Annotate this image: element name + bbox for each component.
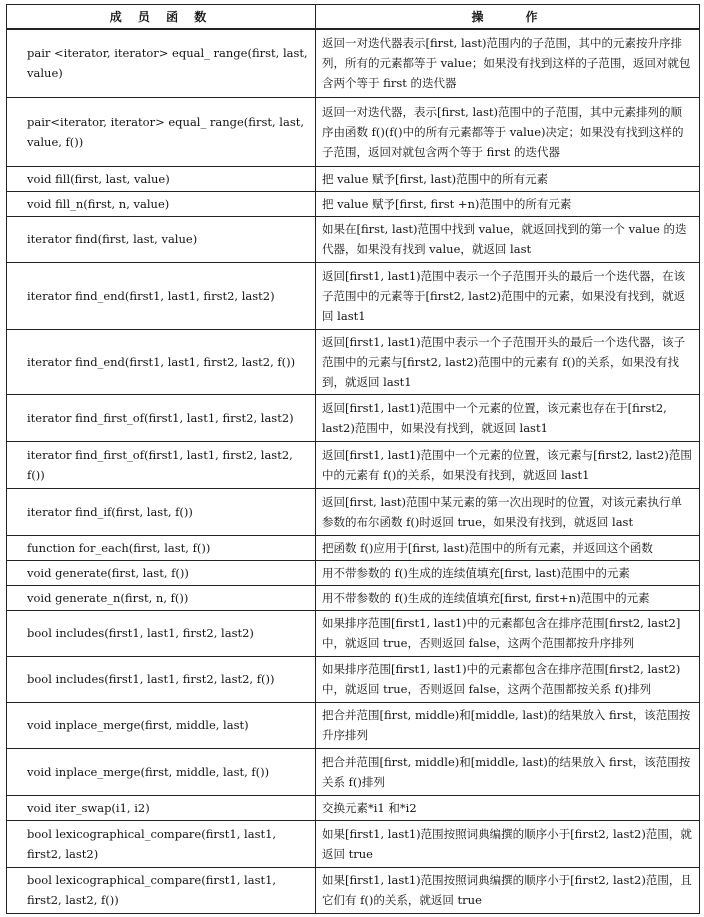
document-page [6, 4, 699, 914]
table-row [7, 702, 700, 748]
description-cell: 返回一对迭代器表示[first, last)范围内的子范围，其中的元素按升序排列，所有的元素都等于 value；如果没有找到这样的子范围，返回对就包含两个等于 first 的迭代器 [316, 29, 700, 97]
function-cell: void generate(first, last, f()) [7, 560, 316, 585]
table-row [7, 795, 700, 820]
table-row [7, 748, 700, 795]
function-cell: iterator find(first, last, value) [7, 216, 316, 262]
function-cell: pair<iterator, iterator> equal_ range(first, last, value, f()) [7, 97, 316, 166]
description-cell: 如果在[first, last)范围中找到 value，就返回找到的第一个 value 的迭代器，如果没有找到 value，就返回 last [316, 216, 700, 262]
description-cell: 返回[first, last)范围中某元素的第一次出现时的位置，对该元素执行单参数的布尔函数 f()时返回 true，如果没有找到，就返回 last [316, 488, 700, 535]
table-row [7, 29, 700, 97]
description-cell: 交换元素*i1 和*i2 [316, 795, 700, 820]
stl-algorithm-table [6, 4, 700, 914]
description-cell: 返回[first1, last1)范围中一个元素的位置，该元素也存在于[first2, last2)范围中，如果没有找到，就返回 last1 [316, 394, 700, 441]
description-cell: 返回一对迭代器，表示[first, last)范围中的子范围，其中元素排列的顺序由函数 f()(f()中的所有元素都等于 value)决定；如果没有找到这样的子范围，返回对就包含两个等于 first 的迭代器 [316, 97, 700, 166]
function-cell: bool includes(first1, last1, first2, last2) [7, 610, 316, 656]
function-cell: pair <iterator, iterator> equal_ range(first, last, value) [7, 29, 316, 97]
description-cell: 返回[first1, last1)范围中表示一个子范围开头的最后一个迭代器，在该子范围中的元素等于[first2, last2)范围中的元素，如果没有找到，就返回 last1 [316, 262, 700, 329]
table-row [7, 535, 700, 560]
function-cell: void fill_n(first, n, value) [7, 191, 316, 216]
description-cell: 把合并范围[first, middle)和[middle, last)的结果放入 first，该范围按升序排列 [316, 702, 700, 748]
description-cell: 把函数 f()应用于[first, last)范围中的所有元素，并返回这个函数 [316, 535, 700, 560]
table-row [7, 394, 700, 441]
description-cell: 如果排序范围[first1, last1)中的元素都包含在排序范围[first2, last2)中，就返回 true，否则返回 false，这两个范围都按关系 f()排列 [316, 656, 700, 702]
description-cell: 如果排序范围[first1, last1)中的元素都包含在排序范围[first2, last2]中，就返回 true，否则返回 false，这两个范围都按升序排列 [316, 610, 700, 656]
function-cell: void generate_n(first, n, f()) [7, 585, 316, 610]
function-cell: void iter_swap(i1, i2) [7, 795, 316, 820]
description-cell: 返回[first1, last1)范围中一个元素的位置，该元素与[first2, last2)范围中的元素有 f()的关系，如果没有找到，就返回 last1 [316, 441, 700, 488]
description-cell: 如果[first1, last1)范围按照词典编撰的顺序小于[first2, last2)范围，且它们有 f()的关系，就返回 true [316, 867, 700, 913]
table-row [7, 97, 700, 166]
table-row [7, 488, 700, 535]
function-cell: function for_each(first, last, f()) [7, 535, 316, 560]
table-row [7, 656, 700, 702]
table-row [7, 262, 700, 329]
table-row [7, 560, 700, 585]
table-row [7, 820, 700, 867]
description-cell: 把 value 赋予[first, first +n)范围中的所有元素 [316, 191, 700, 216]
function-cell: bool lexicographical_compare(first1, last1, first2, last2) [7, 820, 316, 867]
function-cell: iterator find_first_of(first1, last1, first2, last2) [7, 394, 316, 441]
header-operation: 操 作 [316, 5, 700, 30]
table-row [7, 166, 700, 191]
header-row [7, 5, 700, 30]
table-row [7, 441, 700, 488]
description-cell: 用不带参数的 f()生成的连续值填充[first, last)范围中的元素 [316, 560, 700, 585]
function-cell: bool lexicographical_compare(first1, last1, first2, last2, f()) [7, 867, 316, 913]
description-cell: 把 value 赋予[first, last)范围中的所有元素 [316, 166, 700, 191]
function-cell: bool includes(first1, last1, first2, last2, f()) [7, 656, 316, 702]
function-cell: void fill(first, last, value) [7, 166, 316, 191]
function-cell: iterator find_if(first, last, f()) [7, 488, 316, 535]
description-cell: 把合并范围[first, middle)和[middle, last)的结果放入 first，该范围按关系 f()排列 [316, 748, 700, 795]
function-cell: void inplace_merge(first, middle, last, f()) [7, 748, 316, 795]
table-row [7, 216, 700, 262]
header-function: 成 员 函 数 [7, 5, 316, 30]
table-row [7, 191, 700, 216]
table-row [7, 585, 700, 610]
function-cell: void inplace_merge(first, middle, last) [7, 702, 316, 748]
table-row [7, 867, 700, 913]
description-cell: 用不带参数的 f()生成的连续值填充[first, first+n)范围中的元素 [316, 585, 700, 610]
function-cell: iterator find_end(first1, last1, first2, last2) [7, 262, 316, 329]
function-cell: iterator find_first_of(first1, last1, first2, last2, f()) [7, 441, 316, 488]
table-row [7, 329, 700, 394]
description-cell: 如果[first1, last1)范围按照词典编撰的顺序小于[first2, last2)范围，就返回 true [316, 820, 700, 867]
function-cell: iterator find_end(first1, last1, first2, last2, f()) [7, 329, 316, 394]
description-cell: 返回[first1, last1)范围中表示一个子范围开头的最后一个迭代器，该子范围中的元素与[first2, last2)范围中的元素有 f()的关系，如果没有找到，就返回 last1 [316, 329, 700, 394]
table-row [7, 610, 700, 656]
